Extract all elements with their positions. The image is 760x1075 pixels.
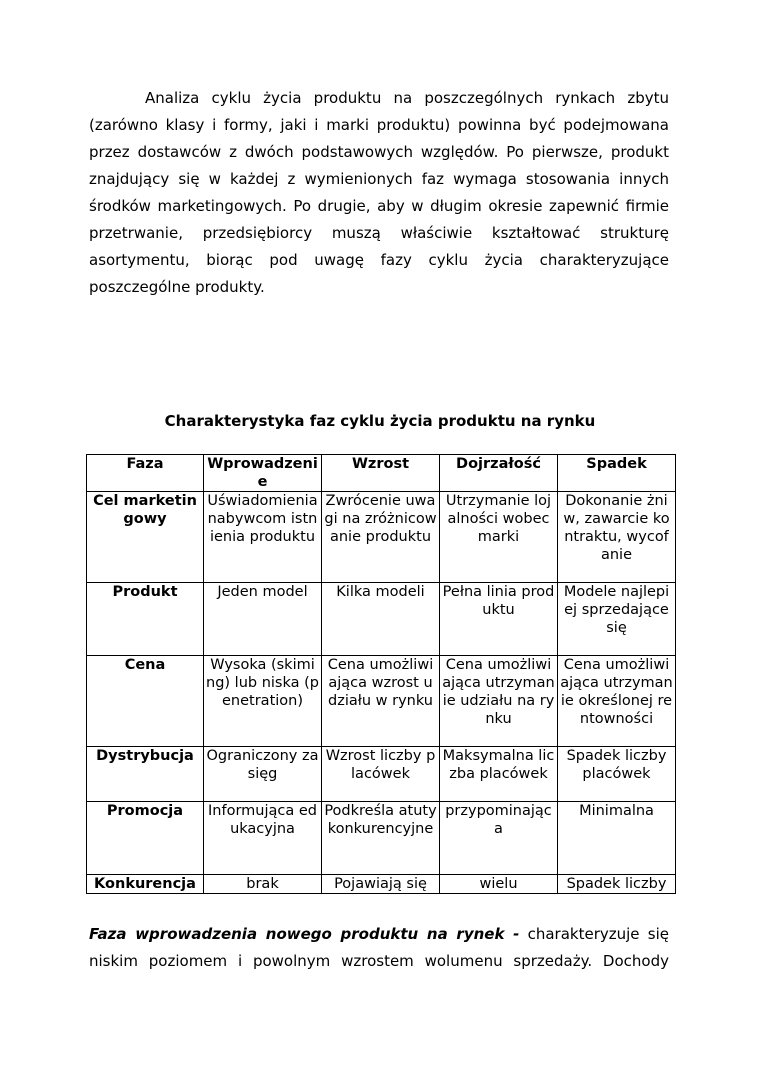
table-cell: Kilka modeli: [322, 583, 440, 656]
row-header-cell: Produkt: [87, 583, 204, 656]
paragraph-line: asortymentu, biorąc pod uwagę fazy cyklu życia charakteryzujące: [89, 251, 669, 269]
header-cell: Dojrzałość: [440, 455, 558, 492]
table-header-row: [87, 455, 676, 492]
paragraph-line: (zarówno klasy i formy, jaki i marki produktu) powinna być podejmowana: [89, 116, 669, 134]
table-row: [87, 583, 676, 656]
row-header-cell: Cena: [87, 656, 204, 747]
paragraph-line: Analiza cyklu życia produktu na poszczególnych rynkach zbytu: [145, 89, 669, 107]
header-cell: Wprowadzenie: [204, 455, 322, 492]
table-cell: Pojawiają się: [322, 875, 440, 894]
table-cell: Ograniczony zasięg: [204, 747, 322, 802]
table-cell: Dokonanie żniw, zawarcie kontraktu, wycofanie: [558, 492, 676, 583]
table-row: [87, 492, 676, 583]
phase-heading: Faza wprowadzenia nowego produktu na rynek -: [89, 925, 520, 943]
table-cell: Utrzymanie lojalności wobec marki: [440, 492, 558, 583]
paragraph-line: poszczególne produkty.: [89, 278, 265, 296]
table-title: Charakterystyka faz cyklu życia produktu na rynku: [164, 412, 596, 430]
table-cell: Minimalna: [558, 802, 676, 875]
table-cell: Cena umożliwiająca utrzymanie określonej rentowności: [558, 656, 676, 747]
paragraph-line: znajdujący się w każdej z wymienionych faz wymaga stosowania innych: [89, 170, 669, 188]
paragraph-line: niskim poziomem i powolnym wzrostem wolumenu sprzedaży. Dochody: [89, 952, 669, 970]
table-row: [87, 802, 676, 875]
table-row: [87, 875, 676, 894]
table-cell: Wzrost liczby placówek: [322, 747, 440, 802]
table-row: [87, 656, 676, 747]
header-cell: Spadek: [558, 455, 676, 492]
row-header-cell: Konkurencja: [87, 875, 204, 894]
intro-paragraph: [89, 85, 669, 301]
table-cell: Maksymalna liczba placówek: [440, 747, 558, 802]
table-cell: Spadek liczby: [558, 875, 676, 894]
table-cell: Spadek liczby placówek: [558, 747, 676, 802]
paragraph-line: przez dostawców z dwóch podstawowych względów. Po pierwsze, produkt: [89, 143, 669, 161]
table-cell: przypominająca: [440, 802, 558, 875]
table-cell: Jeden model: [204, 583, 322, 656]
closing-paragraph: [89, 921, 669, 975]
row-header-cell: Promocja: [87, 802, 204, 875]
table-cell: Cena umożliwiająca utrzymanie udziału na rynku: [440, 656, 558, 747]
table-cell: Podkreśla atuty konkurencyjne: [322, 802, 440, 875]
table-cell: Pełna linia produktu: [440, 583, 558, 656]
lifecycle-table: [86, 454, 676, 894]
header-cell: Wzrost: [322, 455, 440, 492]
paragraph-line: przetrwanie, przedsiębiorcy muszą właściwie kształtować strukturę: [89, 224, 669, 242]
paragraph-line: środków marketingowych. Po drugie, aby w długim okresie zapewnić firmie: [89, 197, 669, 215]
table-cell: Informująca edukacyjna: [204, 802, 322, 875]
header-cell: Faza: [87, 455, 204, 492]
table-row: [87, 747, 676, 802]
paragraph-text: charakteryzuje się: [519, 925, 669, 943]
table-cell: Cena umożliwiająca wzrost udziału w rynku: [322, 656, 440, 747]
table-cell: wielu: [440, 875, 558, 894]
table-cell: Modele najlepiej sprzedające się: [558, 583, 676, 656]
table-cell: brak: [204, 875, 322, 894]
row-header-cell: Cel marketingowy: [87, 492, 204, 583]
table-cell: Uświadomienia nabywcom istnienia produktu: [204, 492, 322, 583]
row-header-cell: Dystrybucja: [87, 747, 204, 802]
table-cell: Zwrócenie uwagi na zróżnicowanie produktu: [322, 492, 440, 583]
table-cell: Wysoka (skiming) lub niska (penetration): [204, 656, 322, 747]
paragraph-line: [89, 921, 669, 948]
